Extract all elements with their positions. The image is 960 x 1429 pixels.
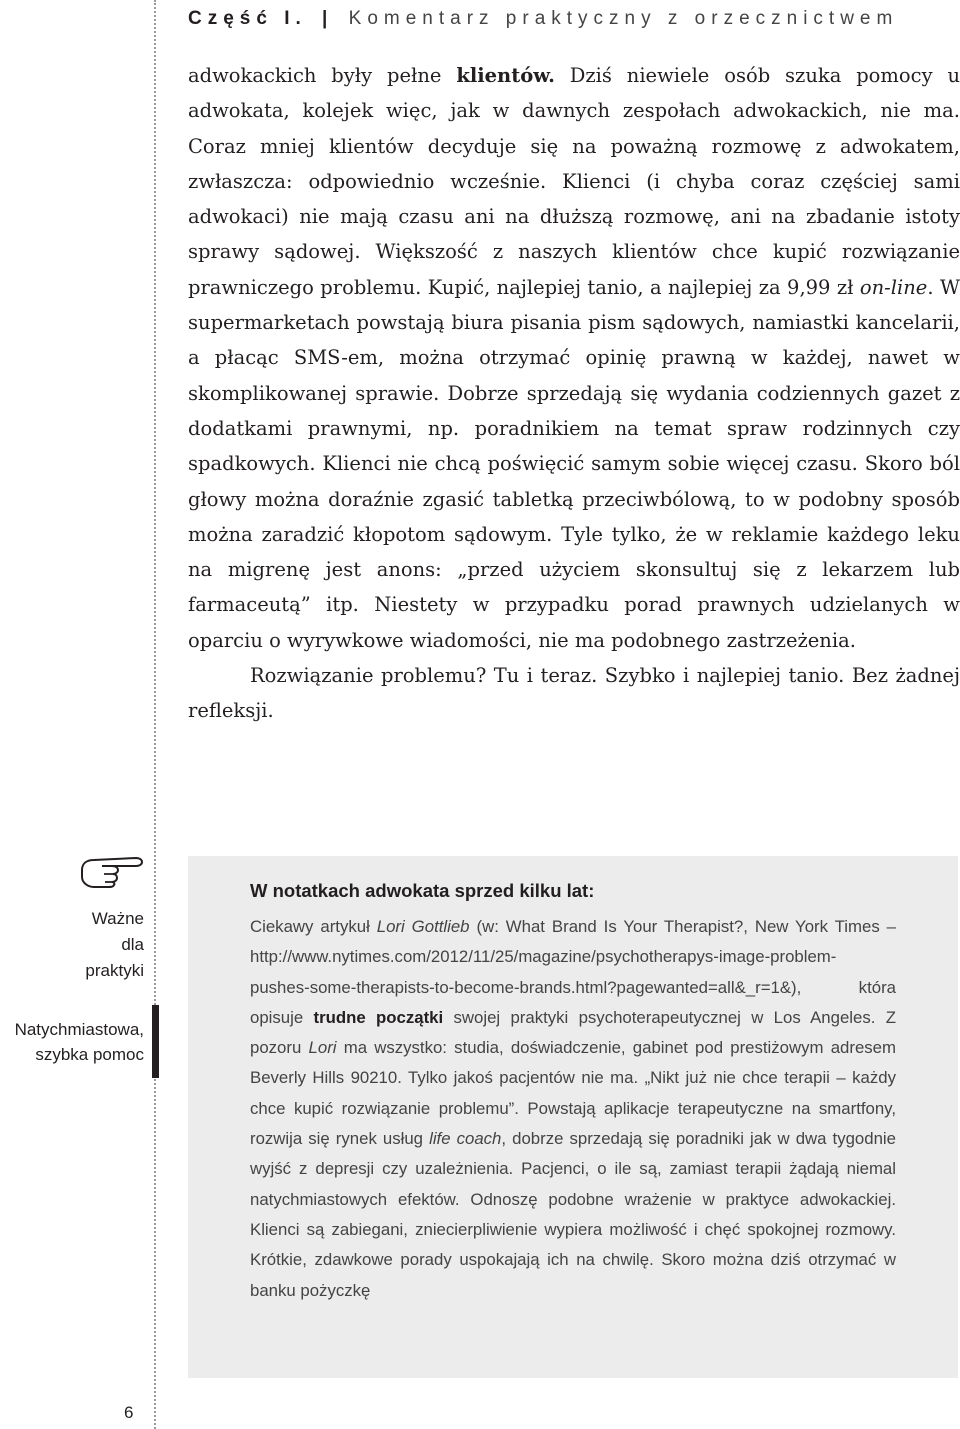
note-body: Ciekawy artykuł Lori Gottlieb (w: What Brand Is Your Therapist?, New York Times – http://www.nytimes.com/2012/11/25/magazine/psychotherapys-image-problem-pushes-some-therapists-to-become-brands.html?pagewanted=all&_r=1&), która opisuje trudne początki swojej praktyki psychoterapeutycznej w Los Angeles. Z pozoru Lori ma wszystko: studia, doświadczenie, gabinet pod prestiżowym adresem Beverly Hills 90210. Tylko jakoś pacjentów nie ma. „Nikt już nie chce terapii – każdy chce kupić rozwiązanie problemu”. Powstają aplikacje terapeutyczne na smartfony, rozwija się rynek usług life coach, dobrze sprzedają się poradniki jak w dwa tygodnie wyjść z depresji czy uzależnienia. Pacjenci, o ile są, zamiast terapii żądają niemal natychmiastowych efektów. Odnoszę podobne wrażenie w praktyce adwokackiej. Klienci są zabiegani, zniecierpliwienie wypiera możliwość i chęć spokojnej rozmowy. Krótkie, zdawkowe porady uspokajają ich na chwilę. Skoro można dziś otrzymać w banku pożyczkę	[250, 917, 896, 1300]
italic-emphasis: on-line	[859, 275, 928, 299]
margin-marker-bar	[152, 1005, 159, 1078]
margin-label-quick-help: Natychmiastowa, szybka pomoc	[14, 1020, 144, 1064]
margin-label-important: Ważne dla praktyki	[85, 909, 144, 980]
note-italic: life coach	[429, 1129, 502, 1149]
page-number: 6	[124, 1403, 134, 1422]
note-bold: trudne początki	[313, 1007, 444, 1027]
header-part: Część I.	[188, 8, 307, 29]
header-separator: |	[322, 8, 334, 29]
main-text	[188, 58, 960, 729]
note-title: W notatkach adwokata sprzed kilku lat:	[250, 880, 595, 901]
paragraph-1: adwokackich były pełne klientów. Dziś niewiele osób szuka pomocy u adwokata, kolejek więc, jak w dawnych zespołach adwokackich, nie ma. Coraz mniej klientów decyduje się na poważną rozmowę z adwokatem, zwłaszcza: odpowiednio wcześnie. Klienci (i chyba coraz częściej sami adwokaci) nie mają czasu ani na dłuższą rozmowę, ani na zbadanie istoty sprawy sądowej. Większość z naszych klientów chce kupić rozwiązanie prawniczego problemu. Kupić, najlepiej tanio, a najlepiej za 9,99 zł on-line. W supermarketach powstają biura pisania pism sądowych, namiastki kancelarii, a płacąc SMS-em, można otrzymać opinię prawną w każdej, nawet w skomplikowanej sprawie. Dobrze sprzedają się wydania codziennych gazet z dodatkami prawnymi, np. poradnikiem na temat spraw rodzinnych czy spadkowych. Klienci nie chcą poświęcić samym sobie więcej czasu. Skoro ból głowy można doraźnie zgasić tabletką przeciwbólową, to w podobny sposób można zaradzić kłopotom sądowym. Tyle tylko, że w reklamie każdego leku na migrenę jest anons: „przed użyciem skonsultuj się z lekarzem lub farmaceutą” itp. Niestety w przypadku porad prawnych udzielanych w oparciu o wyrywkowe wiadomości, nie ma podobnego zastrzeżenia.	[188, 64, 960, 652]
note-box	[188, 856, 958, 1378]
pointing-hand-icon	[78, 852, 148, 888]
note-author: Lori Gottlieb	[376, 917, 470, 936]
running-header	[188, 8, 958, 30]
bold-emphasis: klientów.	[456, 64, 555, 87]
paragraph-2: Rozwiązanie problemu? Tu i teraz. Szybko i najlepiej tanio. Bez żadnej refleksji.	[188, 664, 960, 723]
header-title: Komentarz praktyczny z orzecznictwem	[348, 8, 899, 29]
margin-dotted-rule	[154, 0, 156, 1429]
note-name: Lori	[308, 1038, 337, 1058]
